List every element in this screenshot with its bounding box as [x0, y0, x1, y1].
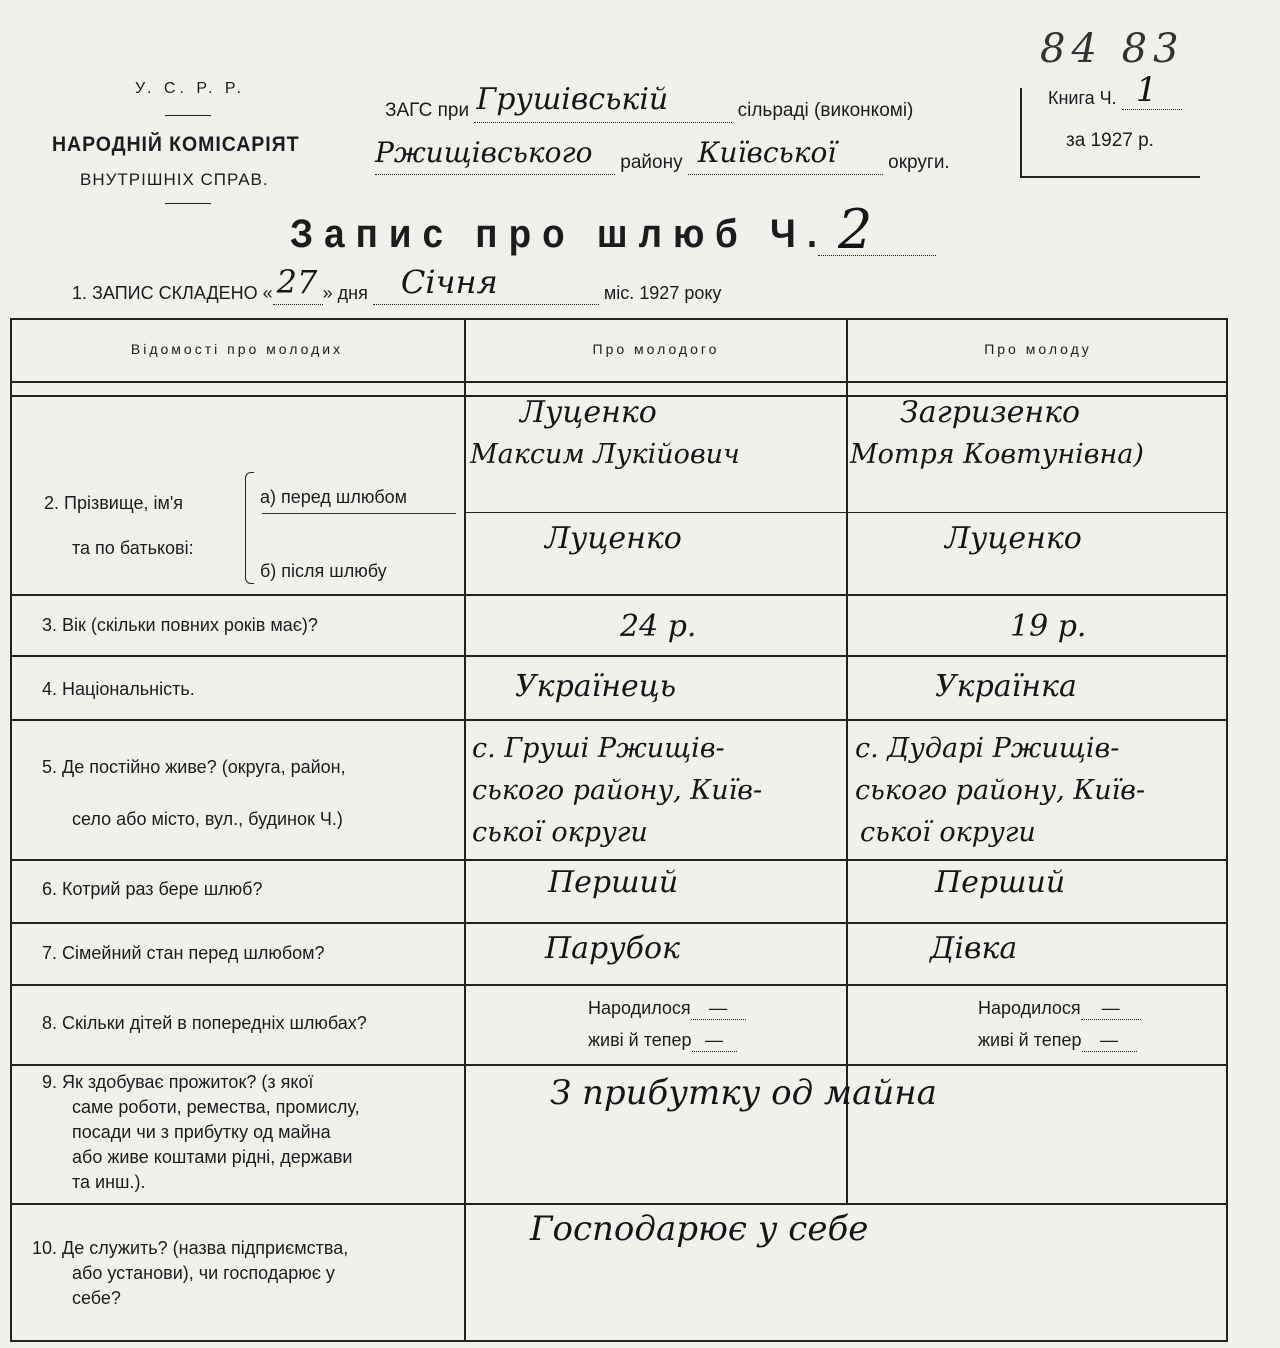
table-line: [10, 594, 1228, 596]
table-line: [10, 719, 1228, 721]
groom-alive-value: —: [692, 1030, 737, 1052]
page-title-text: Запис про шлюб Ч.: [290, 212, 829, 256]
livelihood-label-2: саме роботи, ремества, промислу,: [72, 1097, 360, 1117]
bride-name-before: Мотря Ковтунівна): [850, 439, 1144, 470]
book-number-line: [1048, 70, 1182, 110]
title-number-line: [818, 255, 936, 256]
zags-prefix: ЗАГС при: [385, 100, 470, 121]
record-line: [72, 263, 722, 305]
table-col-divider: [846, 318, 848, 1203]
residence-label-1: 5. Де постійно живе? (округа, район,: [42, 757, 346, 777]
okruha-value: Київської: [697, 136, 837, 169]
title-number: 2: [838, 198, 873, 261]
record-day-field: [273, 263, 323, 305]
record-day: 27: [276, 263, 318, 301]
page-title: [290, 212, 828, 257]
zags-village-value: Грушівській: [476, 82, 669, 117]
book-corner-marks: 84 83: [1040, 26, 1185, 72]
status-label: 7. Сімейний стан перед шлюбом?: [42, 943, 325, 963]
work-label-2: або установи), чи господарює у: [72, 1263, 335, 1283]
bride-born-value: —: [1081, 998, 1141, 1020]
table-line: [10, 655, 1228, 657]
livelihood-label-5: та инш.).: [72, 1172, 146, 1192]
zags-suffix: сільраді (виконкомі): [737, 100, 914, 121]
record-mid: » дня: [322, 283, 368, 303]
groom-residence-3: ської округи: [472, 817, 648, 848]
age-label: 3. Вік (скільки повних років має)?: [42, 615, 318, 635]
groom-born-label: Народилося: [588, 998, 691, 1018]
bride-residence-2: ського району, Київ-: [855, 775, 1146, 806]
table-line: [10, 984, 1228, 986]
header-ussr: У. С. Р. Р.: [135, 80, 246, 97]
groom-born-value: —: [691, 998, 746, 1020]
bride-alive-label: живі й тепер: [978, 1030, 1082, 1050]
bride-surname-after: Луценко: [945, 521, 1082, 556]
groom-status: Парубок: [545, 931, 680, 966]
table-col-divider: [464, 318, 466, 1340]
table-border-left: [10, 318, 12, 1340]
header-internal-affairs: ВНУТРІШНІХ СПРАВ.: [80, 170, 269, 189]
groom-born-line: [588, 998, 746, 1020]
record-month-field: [373, 263, 599, 305]
district-field: [375, 136, 615, 175]
groom-residence-2: ського району, Київ-: [472, 775, 763, 806]
table-line: [10, 1203, 1228, 1205]
zags-line: [385, 82, 914, 123]
nationality-label: 4. Національність.: [42, 679, 195, 699]
bride-born-label: Народилося: [978, 998, 1081, 1018]
bride-born-line: [978, 998, 1141, 1020]
district-label: району: [620, 152, 683, 173]
book-number-field: [1122, 70, 1182, 110]
name-brace: [245, 472, 254, 584]
header-divider: [165, 115, 211, 116]
header-groom: Про молодого: [592, 341, 720, 357]
work-label-1: 10. Де служить? (назва підприємства,: [32, 1238, 349, 1258]
district-value: Ржищівського: [375, 136, 593, 169]
bride-surname-before: Загризенко: [900, 395, 1081, 430]
bride-status: Дівка: [930, 931, 1018, 966]
header-divider-2: [165, 203, 211, 204]
groom-age: 24 р.: [620, 609, 697, 644]
zags-village-field: [474, 82, 732, 123]
bride-residence-1: с. Дударі Ржищів-: [855, 733, 1120, 764]
work-label: [32, 1236, 458, 1311]
district-line: [375, 136, 950, 175]
livelihood-label: [42, 1070, 458, 1195]
table-line: [10, 859, 1228, 861]
table-line: [10, 922, 1228, 924]
okruha-label: округи.: [888, 152, 950, 173]
table-line: [10, 381, 1228, 383]
children-label: 8. Скільки дітей в попередніх шлюбах?: [42, 1013, 367, 1033]
table-subline: [262, 513, 456, 514]
work-label-3: себе?: [72, 1288, 121, 1308]
name-label-1: 2. Прізвище, ім'я: [44, 493, 184, 513]
groom-residence-1: с. Груші Ржищів-: [472, 733, 725, 764]
work-value: Господарює у себе: [530, 1209, 869, 1249]
residence-label-2: село або місто, вул., будинок Ч.): [72, 809, 343, 829]
table-border-right: [1226, 318, 1228, 1340]
header-bride: Про молоду: [984, 341, 1092, 357]
name-label-2: та по батькові:: [72, 538, 194, 558]
livelihood-label-1: 9. Як здобуває прожиток? (з якої: [42, 1072, 314, 1092]
header-info: Відомості про молодих: [130, 341, 344, 357]
livelihood-value: З прибутку од майна: [550, 1073, 937, 1113]
book-label: Книга Ч.: [1048, 88, 1117, 108]
table-line: [10, 1064, 1228, 1066]
record-suffix: міс. 1927 року: [603, 283, 722, 303]
bride-age: 19 р.: [1010, 609, 1087, 644]
book-year: за 1927 р.: [1066, 130, 1154, 151]
bride-alive-line: [978, 1030, 1137, 1052]
groom-surname-after: Луценко: [545, 521, 682, 556]
after-marriage-label: б) після шлюбу: [260, 561, 387, 581]
book-number: 1: [1135, 70, 1158, 110]
groom-surname-before: Луценко: [520, 395, 657, 430]
livelihood-label-4: або живе коштами рідні, держави: [72, 1147, 353, 1167]
record-month: Січня: [400, 263, 498, 301]
bride-residence-3: ської округи: [860, 817, 1036, 848]
livelihood-label-3: посади чи з прибутку од майна: [72, 1122, 331, 1142]
before-marriage-label: а) перед шлюбом: [260, 487, 408, 507]
groom-name-before: Максим Лукійович: [470, 439, 740, 470]
groom-times: Перший: [548, 865, 679, 900]
times-label: 6. Котрий раз бере шлюб?: [42, 879, 263, 899]
bride-times: Перший: [935, 865, 1066, 900]
table-line: [10, 1340, 1228, 1342]
groom-nationality: Українець: [515, 669, 677, 704]
bride-nationality: Українка: [935, 669, 1077, 704]
table-line: [10, 318, 1228, 320]
groom-alive-label: живі й тепер: [588, 1030, 692, 1050]
okruha-field: [688, 136, 883, 175]
bride-alive-value: —: [1082, 1030, 1137, 1052]
record-prefix: 1. ЗАПИС СКЛАДЕНО «: [72, 283, 273, 303]
header-commissariat: НАРОДНІЙ КОМІСАРІЯТ: [52, 133, 300, 156]
groom-alive-line: [588, 1030, 737, 1052]
